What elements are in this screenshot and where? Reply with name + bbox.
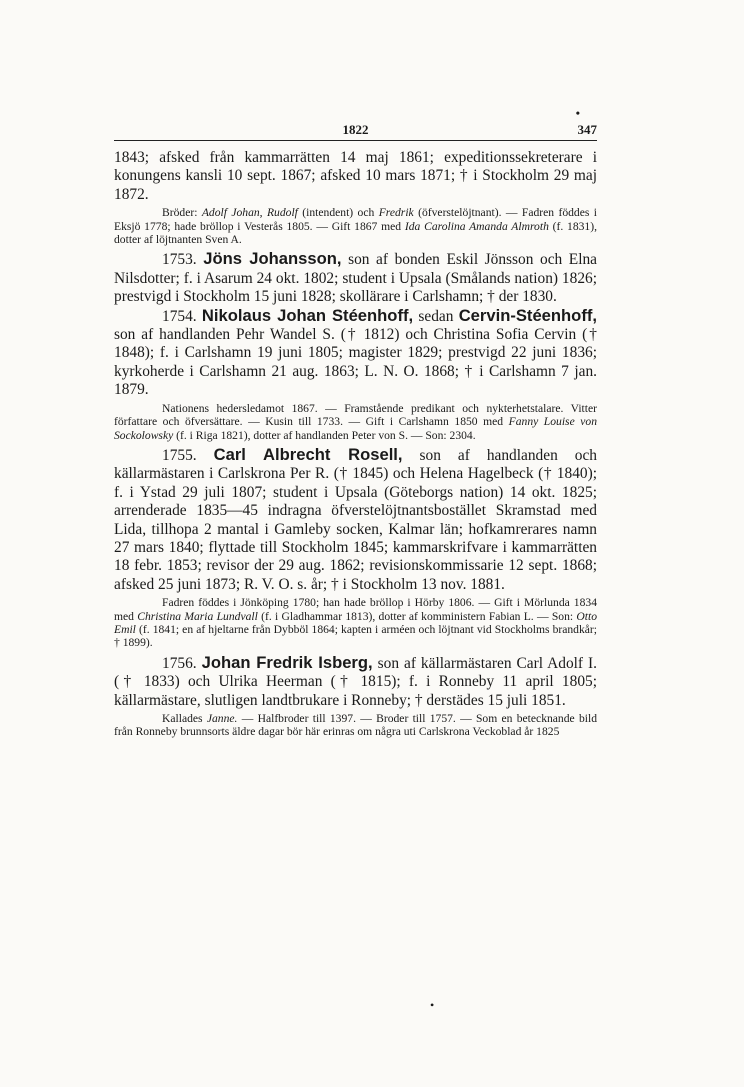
entry-body: son af källarmästaren Carl Adolf I. († 1833) och Ulrika Heerman († 1815); f. i Ronneby 11 april 1805; källarmästare, slutligen landtbrukare i Ronneby; † derstädes 15 juli 1851. — [114, 654, 597, 709]
entry-name-alt: Cervin-Stéenhoff, — [458, 305, 597, 325]
header-mark: • — [575, 106, 580, 120]
entry-1755 — [114, 446, 597, 594]
entry-1753 — [114, 250, 597, 306]
entry-number: 1755. — [162, 446, 197, 464]
footer-mark: • — [430, 998, 435, 1012]
entry-body: son af handlanden Pehr Wandel S. († 1812) och Christina Sofia Cervin († 1848); f. i Carlshamn 19 juni 1805; magister 1829; prestvigd 22 juni 1836; kyrkoherde i Carlshamn 21 aug. 1863; L. N. O. 1868; † i Carlshamn 7 jan. 1879. — [114, 326, 597, 399]
entry-1756 — [114, 654, 597, 710]
entry-note-1755: Fadren föddes i Jönköping 1780; han hade bröllop i Hörby 1806. — Gift i Mörlunda 1834 med Christina Maria Lundvall (f. i Gladhammar 1813), dotter af komministern Fabian L. — Son: Otto Emil (f. 1841; en af hjeltarne från Dybböl 1864; kapten i arméen och löjtnant vid Stockholms brandkår; † 1899). — [114, 596, 598, 650]
entry-name: Nikolaus Johan Stéenhoff, — [201, 305, 414, 325]
entry-number: 1754. — [162, 307, 197, 325]
entry-number: 1753. — [162, 251, 197, 269]
entry-number: 1756. — [162, 654, 197, 672]
intro-note: Bröder: Adolf Johan, Rudolf (intendent) och Fredrik (öfverstelöjtnant). — Fadren föddes i Eksjö 1778; hade bröllop i Vesterås 1805. — Gift 1867 med Ida Carolina Amanda Almroth (f. 1831), dotter af löjtnanten Sven A. — [114, 206, 597, 247]
entry-body: son af handlanden och källarmästaren i Carlskrona Per R. († 1845) och Helena Hagelbeck († 1840); f. i Ystad 29 juli 1807; student i Upsala (Göteborgs nation) 14 okt. 1825; arrenderade 1835—45 indragna öfverstelöjtnantsbostället Skramstad med Lida, tillhopa 2 mantal i Gamleby socken, Kalmar län; hofkamrerares namn 27 mars 1840; flyttade till Stockholm 1845; kammarskrifvare i kammarrätten 18 febr. 1853; revisor der 29 aug. 1862; revisionskommissarie 12 sept. 1868; afsked 25 juni 1873; R. V. O. s. år; † i Stockholm 13 nov. 1881. — [114, 446, 597, 593]
entry-1754: 1754. Nikolaus Johan Stéenhoff, sedan Cervin-Stéenhoff, son af handlanden Pehr Wandel S. († 1812) och Christina Sofia Cervin († 1848); f. i Carlshamn 19 juni 1805; magister 1829; prestvigd 22 juni 1836; kyrkoherde i Carlshamn 21 aug. 1863; L. N. O. 1868; † i Carlshamn 7 jan. 1879. — [114, 305, 597, 399]
entry-note-1756: Kallades Janne. — Halfbroder till 1397. — Broder till 1757. — Som en betecknande bild från Ronneby brunnsorts äldre dagar bör här erinras om några uti Carlskrona Veckoblad år 1825 — [114, 712, 597, 739]
entry-note-1754: Nationens hedersledamot 1867. — Framstående predikant och nykterhetstalare. Vitter författare och öfversättare. — Kusin till 1733. — Gift i Carlshamn 1850 med Fanny Louise von Sockolowsky (f. i Riga 1821), dotter af handlanden Peter von S. — Son: 2304. — [114, 401, 597, 442]
running-head-year: 1822 — [342, 122, 369, 137]
page-header — [114, 106, 597, 140]
main-text — [114, 149, 597, 739]
page-number: 347 — [577, 122, 597, 137]
page — [114, 106, 598, 743]
header-rule — [114, 140, 597, 141]
entry-body: son af bonden Eskil Jönsson och Elna Nilsdotter; f. i Asarum 24 okt. 1802; student i Upsala (Smålands nation) 1826; prestvigd i Stockholm 15 juni 1828; skollärare i Carlshamn; † der 1830. — [114, 251, 597, 306]
entry-name: Carl Albrecht Rosell, — [213, 444, 403, 464]
entry-name: Johan Fredrik Isberg, — [201, 652, 373, 672]
entry-name: Jöns Johansson, — [203, 249, 342, 269]
intro-paragraph: 1843; afsked från kammarrätten 14 maj 1861; expeditionssekreterare i konungens kansli 10 sept. 1867; afsked 10 mars 1871; † i Stockholm 29 maj 1872. — [114, 149, 597, 203]
